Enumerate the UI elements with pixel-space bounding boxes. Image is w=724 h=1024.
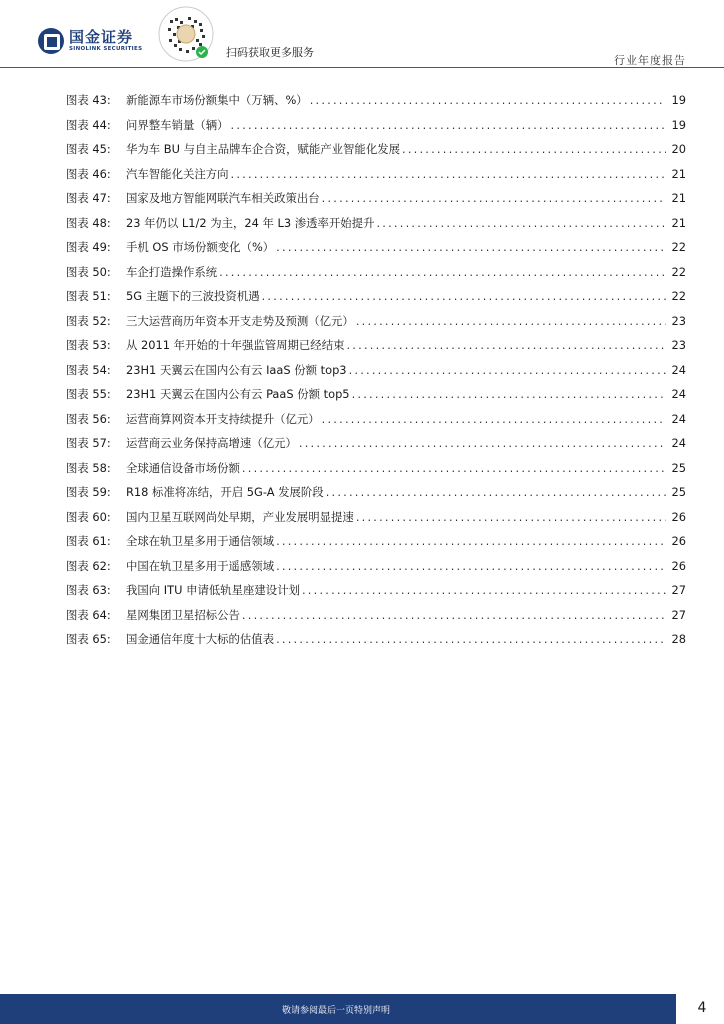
toc-figure-label: 图表 50: xyxy=(66,264,111,279)
toc-leader-dots xyxy=(276,240,666,254)
toc-figure-label: 图表 43: xyxy=(66,93,111,107)
toc-figure-title: 星网集团卫星招标公告 xyxy=(126,607,240,622)
toc-figure-title: 中国在轨卫星多用于遥感领域 xyxy=(126,558,275,573)
toc-page-number: 20 xyxy=(671,142,686,156)
toc-row[interactable] xyxy=(66,631,686,656)
toc-row[interactable] xyxy=(66,582,686,607)
toc-leader-dots xyxy=(326,485,666,499)
company-logo xyxy=(38,28,142,54)
toc-figure-title: R18 标准将冻结，开启 5G-A 发展阶段 xyxy=(126,485,324,499)
toc-figure-title: 车企打造操作系统 xyxy=(126,264,218,279)
toc-leader-dots xyxy=(262,289,666,303)
toc-page-number: 23 xyxy=(671,338,686,352)
toc-figure-title: 三大运营商历年资本开支走势及预测（亿元） xyxy=(126,313,354,328)
toc-figure-label: 图表 63: xyxy=(66,583,111,597)
toc-leader-dots xyxy=(349,363,666,377)
toc-row[interactable] xyxy=(66,460,686,485)
toc-figure-title: 我国向 ITU 申请低轨星座建设计划 xyxy=(126,583,300,597)
toc-page-number: 26 xyxy=(671,558,686,573)
toc-leader-dots xyxy=(242,461,666,475)
toc-figure-title: 全球在轨卫星多用于通信领域 xyxy=(126,534,275,548)
toc-leader-dots xyxy=(219,265,666,279)
toc-row[interactable] xyxy=(66,190,686,215)
toc-leader-dots xyxy=(352,387,666,401)
qr-service-label: 扫码获取更多服务 xyxy=(226,46,314,59)
toc-row[interactable] xyxy=(66,386,686,411)
toc-figure-title: 问界整车销量（辆） xyxy=(126,117,229,132)
disclaimer-note: 敬请参阅最后一页特别声明 xyxy=(281,1006,390,1016)
toc-leader-dots xyxy=(276,632,666,646)
toc-page-number: 25 xyxy=(671,460,686,475)
toc-figure-label: 图表 53: xyxy=(66,338,111,352)
figure-index-list xyxy=(66,92,686,656)
toc-page-number: 28 xyxy=(671,632,686,646)
toc-row[interactable] xyxy=(66,264,686,289)
toc-figure-label: 图表 51: xyxy=(66,289,111,303)
toc-figure-label: 图表 52: xyxy=(66,313,111,328)
toc-page-number: 25 xyxy=(671,485,686,499)
toc-figure-title: 华为车 BU 与自主品牌车企合资，赋能产业智能化发展 xyxy=(126,142,400,156)
toc-page-number: 19 xyxy=(671,117,686,132)
toc-leader-dots xyxy=(346,338,666,352)
toc-figure-label: 图表 54: xyxy=(66,362,111,377)
report-category: 行业年度报告 xyxy=(614,54,686,67)
toc-page-number: 26 xyxy=(671,509,686,524)
header-divider xyxy=(0,67,724,68)
toc-row[interactable] xyxy=(66,166,686,191)
toc-figure-label: 图表 58: xyxy=(66,460,111,475)
toc-leader-dots xyxy=(402,142,666,156)
toc-figure-title: 国家及地方智能网联汽车相关政策出台 xyxy=(126,191,320,205)
toc-leader-dots xyxy=(299,436,666,450)
toc-figure-label: 图表 47: xyxy=(66,191,111,205)
toc-page-number: 27 xyxy=(671,607,686,622)
toc-leader-dots xyxy=(276,534,666,548)
logo-chinese-name: 国金证券 xyxy=(69,28,134,46)
toc-figure-title: 新能源车市场份额集中（万辆、%） xyxy=(126,93,308,107)
toc-figure-label: 图表 48: xyxy=(66,215,111,230)
toc-row[interactable] xyxy=(66,117,686,142)
toc-leader-dots xyxy=(356,314,666,328)
toc-page-number: 19 xyxy=(671,93,686,107)
toc-page-number: 21 xyxy=(671,166,686,181)
toc-leader-dots xyxy=(310,93,666,107)
toc-page-number: 21 xyxy=(671,191,686,205)
toc-leader-dots xyxy=(302,583,666,597)
toc-row[interactable] xyxy=(66,288,686,313)
toc-figure-title: 运营商云业务保持高增速（亿元） xyxy=(126,436,297,450)
toc-row[interactable] xyxy=(66,141,686,166)
logo-english-name: SINOLINK SECURITIES xyxy=(69,46,143,52)
toc-figure-title: 从 2011 年开始的十年强监管周期已经结束 xyxy=(126,338,345,352)
toc-figure-label: 图表 62: xyxy=(66,558,111,573)
toc-figure-label: 图表 60: xyxy=(66,509,111,524)
toc-leader-dots xyxy=(231,118,666,132)
toc-page-number: 22 xyxy=(671,289,686,303)
toc-page-number: 26 xyxy=(671,534,686,548)
toc-leader-dots xyxy=(376,216,666,230)
toc-figure-label: 图表 49: xyxy=(66,240,111,254)
toc-leader-dots xyxy=(231,167,666,181)
toc-leader-dots xyxy=(322,191,666,205)
toc-row[interactable] xyxy=(66,607,686,632)
toc-page-number: 23 xyxy=(671,313,686,328)
toc-row[interactable] xyxy=(66,411,686,436)
toc-page-number: 22 xyxy=(671,264,686,279)
toc-figure-title: 23H1 天翼云在国内公有云 IaaS 份额 top3 xyxy=(126,362,347,377)
toc-row[interactable] xyxy=(66,435,686,460)
toc-page-number: 22 xyxy=(671,240,686,254)
toc-row[interactable] xyxy=(66,215,686,240)
toc-figure-title: 23 年仍以 L1/2 为主，24 年 L3 渗透率开始提升 xyxy=(126,215,375,230)
logo-mark-icon xyxy=(38,28,64,54)
toc-row[interactable] xyxy=(66,362,686,387)
toc-figure-title: 5G 主题下的三波投资机遇 xyxy=(126,289,260,303)
toc-row[interactable] xyxy=(66,92,686,117)
toc-figure-title: 运营商算网资本开支持续提升（亿元） xyxy=(126,411,320,426)
toc-figure-title: 23H1 天翼云在国内公有云 PaaS 份额 top5 xyxy=(126,387,350,401)
toc-leader-dots xyxy=(276,559,666,573)
toc-page-number: 27 xyxy=(671,583,686,597)
toc-row[interactable] xyxy=(66,337,686,362)
toc-figure-label: 图表 59: xyxy=(66,485,111,499)
toc-figure-label: 图表 64: xyxy=(66,607,111,622)
toc-row[interactable] xyxy=(66,533,686,558)
toc-figure-title: 汽车智能化关注方向 xyxy=(126,166,229,181)
toc-row[interactable] xyxy=(66,239,686,264)
toc-figure-label: 图表 46: xyxy=(66,166,111,181)
page-header xyxy=(0,0,724,68)
toc-figure-title: 国金通信年度十大标的估值表 xyxy=(126,632,275,646)
qr-code-icon[interactable] xyxy=(158,6,214,62)
toc-row[interactable] xyxy=(66,484,686,509)
toc-page-number: 24 xyxy=(671,436,686,450)
page-footer xyxy=(0,994,724,1024)
page-number: 4 xyxy=(697,1000,707,1016)
toc-page-number: 24 xyxy=(671,362,686,377)
toc-figure-label: 图表 44: xyxy=(66,117,111,132)
toc-figure-title: 全球通信设备市场份额 xyxy=(126,460,240,475)
toc-leader-dots xyxy=(322,412,666,426)
toc-figure-label: 图表 57: xyxy=(66,436,111,450)
toc-figure-label: 图表 56: xyxy=(66,411,111,426)
toc-row[interactable] xyxy=(66,313,686,338)
toc-figure-label: 图表 45: xyxy=(66,142,111,156)
toc-figure-title: 国内卫星互联网尚处早期，产业发展明显提速 xyxy=(126,509,354,524)
page-number-box xyxy=(672,994,724,1024)
toc-row[interactable] xyxy=(66,509,686,534)
toc-row[interactable] xyxy=(66,558,686,583)
toc-page-number: 24 xyxy=(671,411,686,426)
toc-page-number: 24 xyxy=(671,387,686,401)
toc-leader-dots xyxy=(242,608,666,622)
toc-figure-label: 图表 65: xyxy=(66,632,111,646)
toc-figure-title: 手机 OS 市场份额变化（%） xyxy=(126,240,275,254)
toc-leader-dots xyxy=(356,510,666,524)
toc-figure-label: 图表 55: xyxy=(66,387,111,401)
toc-page-number: 21 xyxy=(671,215,686,230)
toc-figure-label: 图表 61: xyxy=(66,534,111,548)
